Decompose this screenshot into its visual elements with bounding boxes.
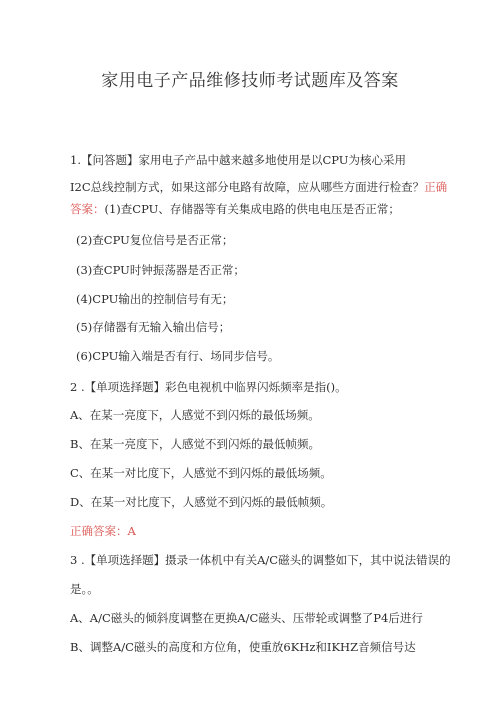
q2-answer: 正确答案：A <box>70 524 136 538</box>
q3-option-b: B、调整A/C磁头的高度和方位角，使重放6KHz和IKHZ音频信号达 <box>70 640 416 654</box>
q1-item: (6)CPU输入端是否有行、场同步信号。 <box>76 349 280 363</box>
page-title: 家用电子产品维修技师考试题库及答案 <box>101 71 399 91</box>
q1-answer-text: (1)查CPU、存储器等有关集成电路的供电电压是否正常； <box>104 202 400 216</box>
q3-stem-line1: 3 .【单项选择题】摄录一体机中有关A/C磁头的调整如下，其中说法错误的 <box>70 553 451 567</box>
q2-stem: 2 .【单项选择题】彩色电视机中临界闪烁频率是指()。 <box>70 380 347 394</box>
q1-item: (5)存储器有无输入输出信号； <box>76 320 231 334</box>
q1-stem-line1: 1.【问答题】家用电子产品中越来越多地使用是以CPU为核心采用 <box>70 153 406 167</box>
q1-item: (2)查CPU复位信号是否正常； <box>76 233 234 247</box>
q1-item: (3)查CPU时钟振荡器是否正常； <box>76 263 245 277</box>
q1-answer-line <box>70 202 400 216</box>
q2-option-b: B、在某一亮度下，人感觉不到闪烁的最低帧频。 <box>70 437 320 451</box>
q2-option-d: D、在某一对比度下，人感觉不到闪烁的最低帧频。 <box>70 495 333 509</box>
q1-answer-prefix: 答案： <box>70 202 105 216</box>
q2-option-a: A、在某一亮度下，人感觉不到闪烁的最低场频。 <box>70 408 320 422</box>
q2-option-c: C、在某一对比度下，人感觉不到闪烁的最低场频。 <box>70 466 332 480</box>
q3-option-a: A、A/C磁头的倾斜度调整在更换A/C磁头、压带轮或调整了P4后进行 <box>70 611 423 625</box>
q1-answer-label: 正确 <box>424 180 448 194</box>
q3-stem-line2: 是。。 <box>70 582 99 596</box>
q1-stem-line2-text: I2C总线控制方式，如果这部分电路有故障，应从哪些方面进行检查？ <box>70 180 425 194</box>
q1-stem-line2 <box>70 180 447 194</box>
q1-item: (4)CPU输出的控制信号有无； <box>76 292 234 306</box>
